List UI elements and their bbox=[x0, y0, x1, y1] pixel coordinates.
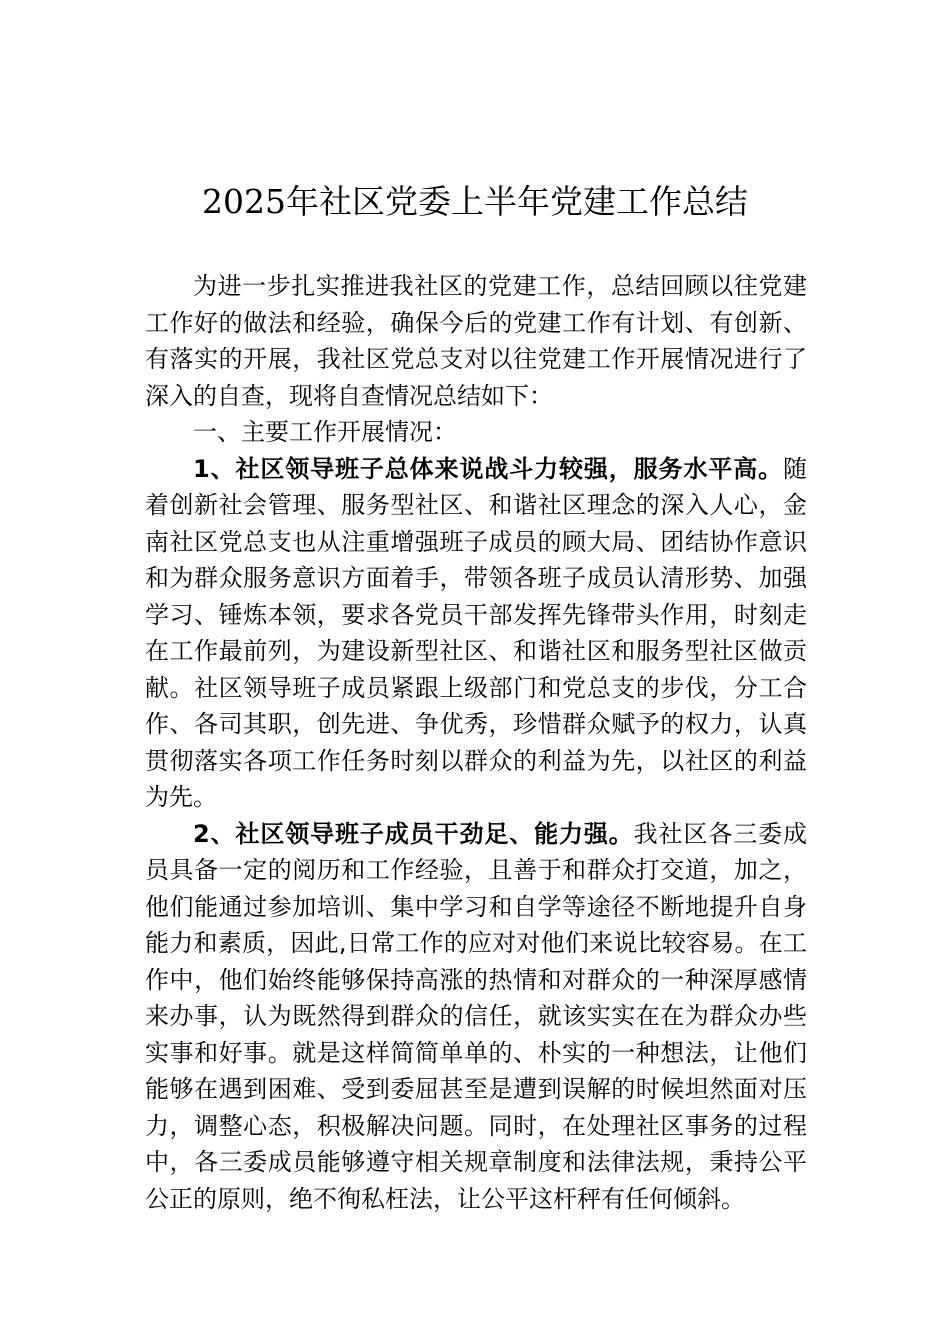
document-title: 2025年社区党委上半年党建工作总结 bbox=[202, 182, 748, 221]
item-1-body: 随着创新社会管理、服务型社区、和谐社区理念的深入人心，金南社区党总支也从注重增强班子成员的顾大局、团结协作意识和为群众服务意识方面着手，带领各班子成员认清形势、加强学习、锤炼本领，要求各党员干部发挥先锋带头作用，时刻走在工作最前列，为建设新型社区、和谐社区和服务型社区做贡献。社区领导班子成员紧跟上级部门和党总支的步伐，分工合作、各司其职，创先进、争优秀，珍惜群众赋予的权力，认真贯彻落实各项工作任务时刻以群众的利益为先，以社区的利益为先。 bbox=[145, 454, 807, 811]
item-2-body: 我社区各三委成员具备一定的阅历和工作经验，且善于和群众打交道，加之，他们能通过参加培训、集中学习和自学等途径不断地提升自身能力和素质，因此,日常工作的应对对他们来说比较容易。在工作中，他们始终能够保持高涨的热情和对群众的一种深厚感情来办事，认为既然得到群众的信任，就该实实在在为群众办些实事和好事。就是这样简简单单的、朴实的一种想法，让他们能够在遇到困难、受到委屈甚至是遭到误解的时候坦然面对压力，调整心态，积极解决问题。同时，在处理社区事务的过程中，各三委成员能够遵守相关规章制度和法律法规，秉持公平公正的原则，绝不徇私枉法，让公平这杆秤有任何倾斜。 bbox=[145, 819, 807, 1213]
document-body bbox=[145, 268, 807, 1217]
section-heading: 一、主要工作开展情况： bbox=[193, 418, 457, 446]
item-2-paragraph bbox=[145, 816, 807, 1218]
item-2-heading: 2、社区领导班子成员干劲足、能力强。 bbox=[193, 819, 634, 848]
intro-paragraph: 为进一步扎实推进我社区的党建工作，总结回顾以往党建工作好的做法和经验，确保今后的党建工作有计划、有创新、有落实的开展，我社区党总支对以往党建工作开展情况进行了深入的自查，现将自查情况总结如下： bbox=[145, 272, 807, 410]
item-1-heading: 1、社区领导班子总体来说战斗力较强，服务水平高。 bbox=[193, 454, 783, 483]
item-1-paragraph bbox=[145, 451, 807, 816]
